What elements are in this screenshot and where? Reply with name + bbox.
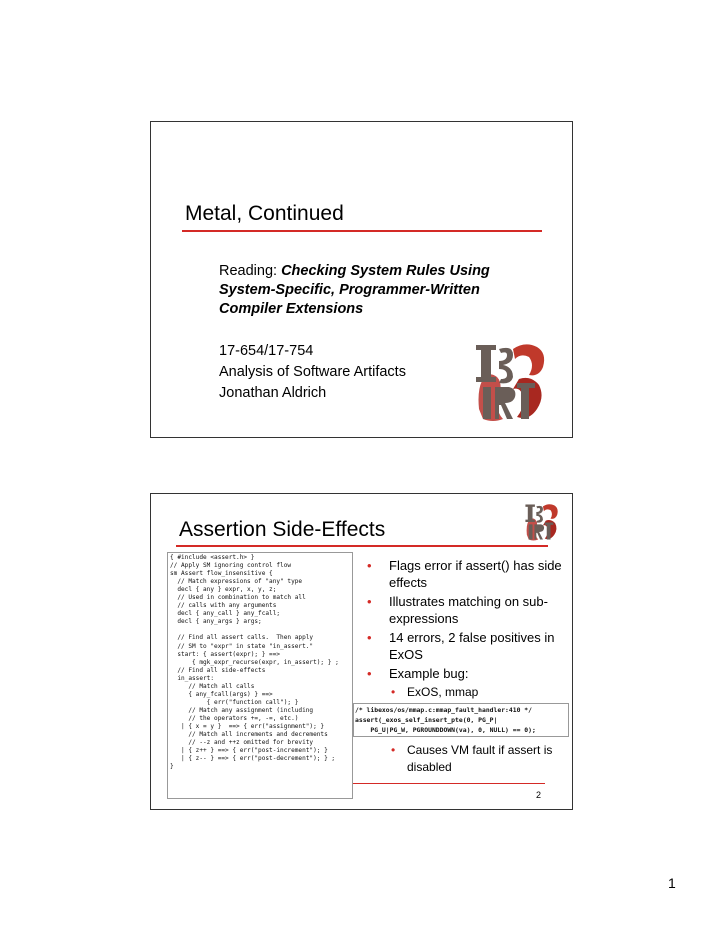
footer-divider <box>353 783 545 784</box>
bullet-icon: • <box>367 594 372 609</box>
bullet-icon: • <box>367 666 372 681</box>
reading-text <box>219 262 539 319</box>
snippet-text: /* libexos/os/mmap.c:mmap_fault_handler:410 */ assert(_exos_self_insert_pte(0, PG_P| PG_U|PG_W, PGROUNDDOWN(va), 0, NULL) == 0); <box>355 706 536 734</box>
page-number: 1 <box>668 875 676 891</box>
bullet-icon: • <box>391 684 396 699</box>
bullet-item: • Example bug: <box>367 666 469 681</box>
code-snippet <box>353 703 569 737</box>
sub-bullet-item: • ExOS, mmap <box>391 684 479 699</box>
bullet-icon: • <box>367 630 372 645</box>
reading-prefix: Reading: <box>219 263 282 279</box>
isri-logo-icon <box>524 499 560 545</box>
bullet-item: • Flags error if assert() has side effects <box>367 558 562 590</box>
code-text: { #include <assert.h> } // Apply SM ignoring control flow sm Assert flow_insensitive { // Match expressions of "any" type decl { any } expr, x, y, z; // Used in combination to match all // calls with any arguments decl { any_call } any_fcall; decl { any_args } args; // Find all assert calls. Then apply // SM to "expr" in state "in_assert." start: { assert(expr); } ==> { mgk_expr_recurse(expr, in_assert); } ; // Find all side-effects in_assert: // Match all calls { any_fcall(args) } ==> { err("function call"); } // Match any assignment (including // the operators +=, -=, etc.) | { x = y } ==> { err("assignment"); } // Match all increments and decrements // --z and ++z omitted for brevity | { z++ } ==> { err("post-increment"); } | { z-- } ==> { err("post-decrement"); } ; } <box>170 554 339 771</box>
slide-1 <box>150 121 573 438</box>
bullet-item: • Illustrates matching on sub-expressions <box>367 594 548 626</box>
reading-title: Checking System Rules Using System-Specific, Programmer-Written Compiler Extensions <box>219 263 490 317</box>
metal-code-listing <box>167 552 353 799</box>
isri-logo-icon <box>473 339 549 425</box>
bullet-icon: • <box>391 743 396 757</box>
bullet-item: • 14 errors, 2 false positives in ExOS <box>367 630 555 662</box>
slide-2 <box>150 493 573 810</box>
author-name: Jonathan Aldrich <box>219 385 327 401</box>
bullet-icon: • <box>367 558 372 573</box>
title-underline <box>182 230 542 232</box>
title-underline <box>176 545 548 547</box>
bullet-list <box>367 558 567 700</box>
slide-number: 2 <box>536 790 542 800</box>
course-name: Analysis of Software Artifacts <box>219 364 406 380</box>
course-number: 17-654/17-754 <box>219 343 314 359</box>
bullet-list <box>367 744 567 775</box>
slide-title: Metal, Continued <box>185 202 344 225</box>
slide-title: Assertion Side-Effects <box>179 518 386 541</box>
sub-bullet-item: • Causes VM fault if assert is disabled <box>391 743 553 774</box>
course-info <box>219 342 406 405</box>
